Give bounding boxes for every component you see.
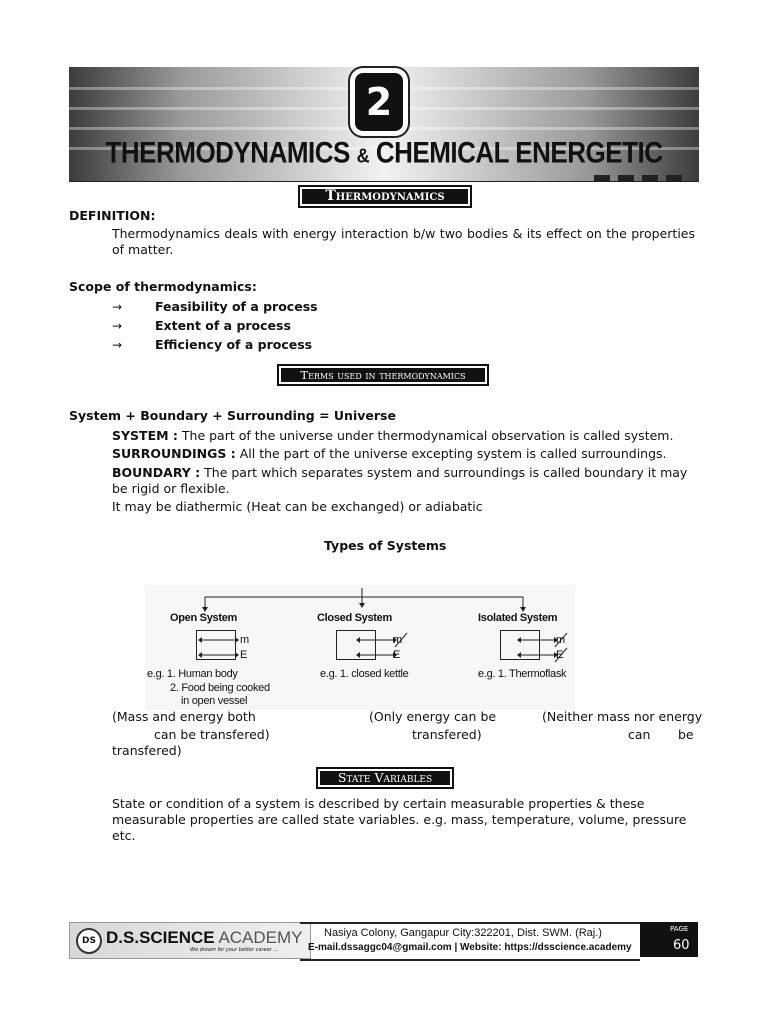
- section-heading-state-variables: State Variables: [316, 767, 454, 789]
- open-system-label: Open System: [170, 612, 238, 624]
- isolated-caption-cont: be: [678, 727, 694, 742]
- energy-label: E: [556, 649, 564, 661]
- mass-label: m: [240, 634, 249, 646]
- arrow-icon: →: [112, 338, 123, 352]
- open-caption: (Mass and energy both: [112, 709, 256, 724]
- diathermic-text: It may be diathermic (Heat can be exchanged) or adiabatic: [112, 499, 483, 514]
- closed-system-label: Closed System: [317, 612, 392, 624]
- open-caption-cont: can be transfered): [154, 727, 270, 742]
- chapter-title: THERMODYNAMICS & CHEMICAL ENERGETIC: [105, 134, 663, 170]
- state-variables-text: State or condition of a system is described by certain measurable properties & these measurable properties are called state variables. e.g. mass, temperature, volume, pressure etc.: [112, 796, 687, 843]
- open-system-box: [196, 630, 236, 660]
- logo-icon: DS: [76, 928, 102, 954]
- energy-label: E: [393, 649, 401, 661]
- arrow-icon: →: [112, 319, 123, 333]
- brand-tagline: We dream for your better career ...: [190, 947, 279, 953]
- chapter-number: 2: [365, 80, 393, 124]
- page-number: 60: [673, 938, 690, 953]
- scope-item: Extent of a process: [155, 318, 291, 333]
- section-heading-terms: Terms used in thermodynamics: [277, 364, 489, 386]
- chapter-number-badge: [355, 73, 403, 131]
- scope-heading: Scope of thermodynamics:: [69, 279, 257, 294]
- system-definition: SYSTEM : The part of the universe under thermodynamical observation is called system.: [112, 428, 674, 443]
- section-heading-thermodynamics: Thermodynamics: [298, 185, 472, 208]
- surroundings-definition: SURROUNDINGS : All the part of the universe excepting system is called surroundings.: [112, 446, 667, 461]
- footer-contact: [300, 922, 640, 961]
- list-item: [112, 299, 122, 315]
- isolated-caption-end: transfered): [112, 743, 182, 758]
- universe-equation: System + Boundary + Surrounding = Universe: [69, 408, 396, 423]
- open-example-2: 2. Food being cooked: [170, 682, 270, 694]
- open-example-2-cont: in open vessel: [181, 695, 248, 707]
- arrow-icon: →: [112, 300, 123, 314]
- closed-example: e.g. 1. closed kettle: [320, 668, 409, 680]
- isolated-example: e.g. 1. Thermoflask: [478, 668, 567, 680]
- isolated-system-box: [500, 630, 540, 660]
- closed-caption-cont: transfered): [412, 727, 482, 742]
- page-number-badge: [640, 922, 698, 957]
- isolated-system-label: Isolated System: [478, 612, 558, 624]
- definition-text: Thermodynamics deals with energy interaction b/w two bodies & its effect on the properties of matter.: [112, 226, 695, 257]
- mass-label: m: [393, 634, 402, 646]
- list-item: [112, 318, 122, 334]
- isolated-caption-cont: can: [628, 727, 651, 742]
- isolated-caption: (Neither mass nor energy: [542, 709, 703, 724]
- divider: [69, 181, 699, 182]
- scope-item: Feasibility of a process: [155, 299, 318, 314]
- mass-label: m: [556, 634, 565, 646]
- scope-item: Efficiency of a process: [155, 337, 313, 352]
- energy-label: E: [240, 649, 248, 661]
- list-item: [112, 337, 122, 353]
- closed-caption: (Only energy can be: [369, 709, 497, 724]
- closed-system-box: [336, 630, 376, 660]
- definition-label: DEFINITION:: [69, 208, 156, 223]
- open-example-1: e.g. 1. Human body: [147, 668, 238, 680]
- boundary-definition: BOUNDARY : The part which separates system and surroundings is called boundary it may be rigid or flexible.: [112, 465, 688, 496]
- page-label: PAGE: [670, 925, 689, 933]
- footer-brand: [69, 922, 311, 959]
- brand-name: D.S.SCIENCE ACADEMY: [106, 928, 303, 947]
- footer-contact-info: E-mail.dssaggc04@gmail.com | Website: https://dsscience.academy: [308, 942, 632, 953]
- footer-address: Nasiya Colony, Gangapur City:322201, Dist. SWM. (Raj.): [324, 927, 602, 939]
- types-heading: Types of Systems: [324, 538, 447, 553]
